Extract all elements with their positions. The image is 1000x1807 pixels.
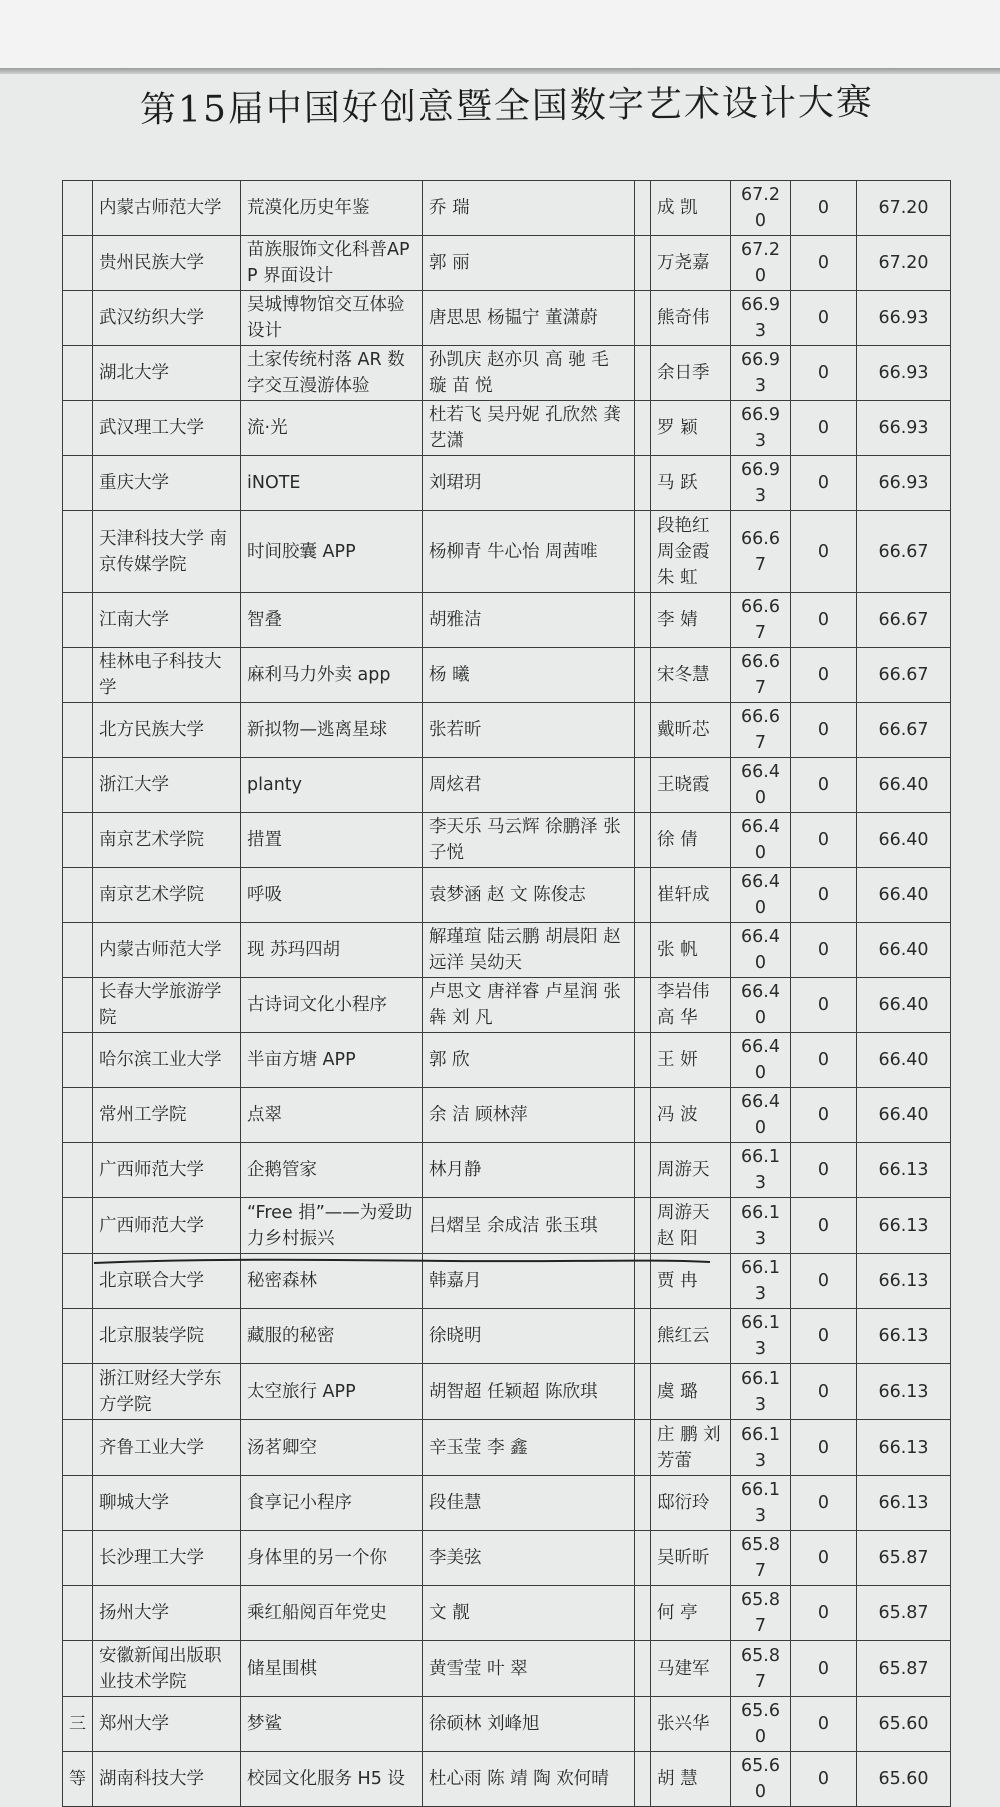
authors-cell: 孙凯庆 赵亦贝 高 驰 毛 璇 苗 悦 [423, 346, 635, 401]
work-cell: 梦鲨 [241, 1697, 423, 1752]
authors-cell: 卢思文 唐祥睿 卢星润 张 犇 刘 凡 [423, 978, 635, 1033]
score-cell: 66.93 [731, 346, 791, 401]
work-cell: 新拟物—逃离星球 [241, 703, 423, 758]
grade-cell [63, 1198, 93, 1254]
bonus-cell: 0 [791, 1254, 857, 1309]
score-cell: 66.40 [731, 868, 791, 923]
work-cell: 流·光 [241, 401, 423, 456]
bonus-cell: 0 [791, 291, 857, 346]
grade-cell [63, 758, 93, 813]
work-cell: 食享记小程序 [241, 1476, 423, 1531]
total-cell: 66.13 [857, 1198, 951, 1254]
table-row [63, 456, 951, 511]
authors-cell: 袁梦涵 赵 文 陈俊志 [423, 868, 635, 923]
gap-cell [635, 1033, 651, 1088]
authors-cell: 杨柳青 牛心怡 周茜唯 [423, 511, 635, 593]
grade-cell [63, 1033, 93, 1088]
total-cell: 66.40 [857, 813, 951, 868]
total-cell: 67.20 [857, 181, 951, 236]
grade-cell [63, 1420, 93, 1476]
grade-cell [63, 593, 93, 648]
bonus-cell: 0 [791, 758, 857, 813]
grade-cell [63, 703, 93, 758]
table-row [63, 1697, 951, 1752]
school-cell: 哈尔滨工业大学 [93, 1033, 241, 1088]
bonus-cell: 0 [791, 593, 857, 648]
bonus-cell: 0 [791, 511, 857, 593]
bonus-cell: 0 [791, 1420, 857, 1476]
score-cell: 65.87 [731, 1641, 791, 1697]
school-cell: 安徽新闻出版职业技术学院 [93, 1641, 241, 1697]
grade-cell [63, 1088, 93, 1143]
authors-cell: 余 洁 顾林萍 [423, 1088, 635, 1143]
gap-cell [635, 291, 651, 346]
gap-cell [635, 813, 651, 868]
bonus-cell: 0 [791, 1309, 857, 1364]
work-cell: 储星围棋 [241, 1641, 423, 1697]
authors-cell: 张若昕 [423, 703, 635, 758]
school-cell: 江南大学 [93, 593, 241, 648]
teacher-cell: 罗 颖 [651, 401, 731, 456]
bonus-cell: 0 [791, 181, 857, 236]
table-row [63, 291, 951, 346]
teacher-cell: 王晓霞 [651, 758, 731, 813]
score-cell: 66.40 [731, 1088, 791, 1143]
score-cell: 65.87 [731, 1531, 791, 1586]
total-cell: 66.13 [857, 1476, 951, 1531]
grade-cell [63, 1586, 93, 1641]
score-cell: 66.93 [731, 401, 791, 456]
teacher-cell: 李 婧 [651, 593, 731, 648]
bonus-cell: 0 [791, 1033, 857, 1088]
teacher-cell: 熊奇伟 [651, 291, 731, 346]
table-row [63, 1198, 951, 1254]
score-cell: 67.20 [731, 181, 791, 236]
gap-cell [635, 593, 651, 648]
grade-cell [63, 978, 93, 1033]
gap-cell [635, 1364, 651, 1420]
table-row [63, 868, 951, 923]
grade-cell [63, 1476, 93, 1531]
bonus-cell: 0 [791, 978, 857, 1033]
table-row [63, 1420, 951, 1476]
authors-cell: 刘珺玥 [423, 456, 635, 511]
table-row [63, 978, 951, 1033]
bonus-cell: 0 [791, 1641, 857, 1697]
bonus-cell: 0 [791, 1586, 857, 1641]
school-cell: 长沙理工大学 [93, 1531, 241, 1586]
school-cell: 北京联合大学 [93, 1254, 241, 1309]
work-cell: 措置 [241, 813, 423, 868]
bonus-cell: 0 [791, 401, 857, 456]
school-cell: 北京服装学院 [93, 1309, 241, 1364]
gap-cell [635, 236, 651, 291]
authors-cell: 林月静 [423, 1143, 635, 1198]
work-cell: 呼吸 [241, 868, 423, 923]
grade-cell [63, 813, 93, 868]
gap-cell [635, 1309, 651, 1364]
bonus-cell: 0 [791, 703, 857, 758]
table-row [63, 813, 951, 868]
grade-cell: 等 [63, 1752, 93, 1807]
total-cell: 65.60 [857, 1697, 951, 1752]
teacher-cell: 熊红云 [651, 1309, 731, 1364]
bonus-cell: 0 [791, 1531, 857, 1586]
score-cell: 66.93 [731, 456, 791, 511]
school-cell: 广西师范大学 [93, 1198, 241, 1254]
table-row [63, 648, 951, 703]
bonus-cell: 0 [791, 1088, 857, 1143]
work-cell: 藏服的秘密 [241, 1309, 423, 1364]
score-cell: 66.13 [731, 1143, 791, 1198]
grade-cell [63, 511, 93, 593]
grade-cell [63, 456, 93, 511]
table-row [63, 236, 951, 291]
authors-cell: 唐思思 杨韫宁 董潇蔚 [423, 291, 635, 346]
grade-cell [63, 401, 93, 456]
total-cell: 66.67 [857, 593, 951, 648]
score-cell: 66.67 [731, 593, 791, 648]
bonus-cell: 0 [791, 868, 857, 923]
teacher-cell: 成 凯 [651, 181, 731, 236]
teacher-cell: 段艳红 周金霞 朱 虹 [651, 511, 731, 593]
authors-cell: 乔 瑞 [423, 181, 635, 236]
work-cell: 点翠 [241, 1088, 423, 1143]
authors-cell: 郭 欣 [423, 1033, 635, 1088]
authors-cell: 杨 曦 [423, 648, 635, 703]
grade-cell [63, 923, 93, 978]
teacher-cell: 胡 慧 [651, 1752, 731, 1807]
authors-cell: 胡智超 任颖超 陈欣琪 [423, 1364, 635, 1420]
paper-top [0, 0, 1000, 70]
school-cell: 长春大学旅游学院 [93, 978, 241, 1033]
authors-cell: 黄雪莹 叶 翠 [423, 1641, 635, 1697]
authors-cell: 郭 丽 [423, 236, 635, 291]
teacher-cell: 虞 璐 [651, 1364, 731, 1420]
gap-cell [635, 1531, 651, 1586]
school-cell: 扬州大学 [93, 1586, 241, 1641]
paper-fold-edge [0, 68, 1000, 74]
gap-cell [635, 1586, 651, 1641]
teacher-cell: 李岩伟 高 华 [651, 978, 731, 1033]
work-cell: 现 苏玛四胡 [241, 923, 423, 978]
gap-cell [635, 1476, 651, 1531]
table-row [63, 401, 951, 456]
table-row [63, 1752, 951, 1807]
gap-cell [635, 1641, 651, 1697]
total-cell: 66.40 [857, 758, 951, 813]
score-cell: 66.13 [731, 1476, 791, 1531]
score-cell: 65.60 [731, 1697, 791, 1752]
total-cell: 66.93 [857, 401, 951, 456]
work-cell: iNOTE [241, 456, 423, 511]
school-cell: 重庆大学 [93, 456, 241, 511]
teacher-cell: 吴昕昕 [651, 1531, 731, 1586]
school-cell: 南京艺术学院 [93, 868, 241, 923]
work-cell: 荒漠化历史年鉴 [241, 181, 423, 236]
teacher-cell: 张兴华 [651, 1697, 731, 1752]
work-cell: 半亩方塘 APP [241, 1033, 423, 1088]
grade-cell [63, 1531, 93, 1586]
bonus-cell: 0 [791, 1198, 857, 1254]
work-cell: 智叠 [241, 593, 423, 648]
total-cell: 66.40 [857, 923, 951, 978]
authors-cell: 李天乐 马云辉 徐鹏泽 张子悦 [423, 813, 635, 868]
work-cell: 时间胶囊 APP [241, 511, 423, 593]
gap-cell [635, 1752, 651, 1807]
school-cell: 湖北大学 [93, 346, 241, 401]
work-cell: planty [241, 758, 423, 813]
grade-cell [63, 291, 93, 346]
work-cell: 太空旅行 APP [241, 1364, 423, 1420]
score-cell: 66.13 [731, 1420, 791, 1476]
gap-cell [635, 511, 651, 593]
grade-cell [63, 1641, 93, 1697]
grade-cell [63, 236, 93, 291]
handwritten-underline [92, 1256, 712, 1266]
bonus-cell: 0 [791, 923, 857, 978]
total-cell: 66.67 [857, 511, 951, 593]
total-cell: 66.40 [857, 868, 951, 923]
table-row [63, 1088, 951, 1143]
authors-cell: 辛玉莹 李 鑫 [423, 1420, 635, 1476]
teacher-cell: 王 妍 [651, 1033, 731, 1088]
grade-cell [63, 1364, 93, 1420]
authors-cell: 杜心雨 陈 靖 陶 欢何晴 [423, 1752, 635, 1807]
table-row [63, 593, 951, 648]
total-cell: 65.87 [857, 1531, 951, 1586]
bonus-cell: 0 [791, 648, 857, 703]
gap-cell [635, 1420, 651, 1476]
table-row [63, 758, 951, 813]
gap-cell [635, 1697, 651, 1752]
total-cell: 66.93 [857, 346, 951, 401]
score-cell: 66.67 [731, 648, 791, 703]
grade-cell [63, 1254, 93, 1309]
total-cell: 65.60 [857, 1752, 951, 1807]
grade-cell [63, 868, 93, 923]
gap-cell [635, 1198, 651, 1254]
authors-cell: 徐晓明 [423, 1309, 635, 1364]
authors-cell: 吕熠呈 余成洁 张玉琪 [423, 1198, 635, 1254]
work-cell: 身体里的另一个你 [241, 1531, 423, 1586]
table-row [63, 1531, 951, 1586]
table-row [63, 1143, 951, 1198]
teacher-cell: 邸衍玲 [651, 1476, 731, 1531]
authors-cell: 解瑾瑄 陆云鹏 胡晨阳 赵远洋 吴幼天 [423, 923, 635, 978]
total-cell: 66.13 [857, 1254, 951, 1309]
score-cell: 65.60 [731, 1752, 791, 1807]
work-cell: “Free 捐”——为爱助力乡村振兴 [241, 1198, 423, 1254]
score-cell: 65.87 [731, 1586, 791, 1641]
work-cell: 校园文化服务 H5 设 [241, 1752, 423, 1807]
work-cell: 苗族服饰文化科普APP 界面设计 [241, 236, 423, 291]
work-cell: 乘红船阅百年党史 [241, 1586, 423, 1641]
authors-cell: 李美弦 [423, 1531, 635, 1586]
score-cell: 66.13 [731, 1198, 791, 1254]
bonus-cell: 0 [791, 1697, 857, 1752]
authors-cell: 韩嘉月 [423, 1254, 635, 1309]
teacher-cell: 万尧嘉 [651, 236, 731, 291]
table-row [63, 1476, 951, 1531]
total-cell: 66.13 [857, 1420, 951, 1476]
gap-cell [635, 648, 651, 703]
teacher-cell: 周游天 [651, 1143, 731, 1198]
gap-cell [635, 181, 651, 236]
table-row [63, 1364, 951, 1420]
gap-cell [635, 456, 651, 511]
total-cell: 65.87 [857, 1641, 951, 1697]
gap-cell [635, 978, 651, 1033]
teacher-cell: 崔轩成 [651, 868, 731, 923]
bonus-cell: 0 [791, 1752, 857, 1807]
authors-cell: 徐硕林 刘峰旭 [423, 1697, 635, 1752]
work-cell: 汤茗卿空 [241, 1420, 423, 1476]
teacher-cell: 戴昕芯 [651, 703, 731, 758]
teacher-cell: 贾 冉 [651, 1254, 731, 1309]
total-cell: 66.13 [857, 1309, 951, 1364]
teacher-cell: 宋冬慧 [651, 648, 731, 703]
grade-cell [63, 346, 93, 401]
teacher-cell: 庄 鹏 刘芳蕾 [651, 1420, 731, 1476]
work-cell: 麻利马力外卖 app [241, 648, 423, 703]
school-cell: 聊城大学 [93, 1476, 241, 1531]
authors-cell: 段佳慧 [423, 1476, 635, 1531]
gap-cell [635, 923, 651, 978]
school-cell: 武汉纺织大学 [93, 291, 241, 346]
work-cell: 秘密森林 [241, 1254, 423, 1309]
gap-cell [635, 346, 651, 401]
teacher-cell: 周游天 赵 阳 [651, 1198, 731, 1254]
school-cell: 齐鲁工业大学 [93, 1420, 241, 1476]
total-cell: 65.87 [857, 1586, 951, 1641]
gap-cell [635, 868, 651, 923]
score-cell: 66.40 [731, 813, 791, 868]
work-cell: 土家传统村落 AR 数字交互漫游体验 [241, 346, 423, 401]
authors-cell: 周炫君 [423, 758, 635, 813]
school-cell: 桂林电子科技大学 [93, 648, 241, 703]
grade-cell [63, 648, 93, 703]
score-cell: 66.40 [731, 1033, 791, 1088]
table-row [63, 1586, 951, 1641]
handwritten-title: 第15届中国好创意暨全国数字艺术设计大赛 [139, 82, 875, 131]
total-cell: 66.93 [857, 291, 951, 346]
score-cell: 66.40 [731, 923, 791, 978]
school-cell: 内蒙古师范大学 [93, 923, 241, 978]
bonus-cell: 0 [791, 346, 857, 401]
school-cell: 南京艺术学院 [93, 813, 241, 868]
grade-cell [63, 1309, 93, 1364]
authors-cell: 杜若飞 吴丹妮 孔欣然 龚艺潇 [423, 401, 635, 456]
total-cell: 66.13 [857, 1143, 951, 1198]
work-cell: 企鹅管家 [241, 1143, 423, 1198]
gap-cell [635, 1143, 651, 1198]
gap-cell [635, 1088, 651, 1143]
total-cell: 66.40 [857, 1088, 951, 1143]
school-cell: 湖南科技大学 [93, 1752, 241, 1807]
teacher-cell: 余日季 [651, 346, 731, 401]
total-cell: 66.40 [857, 978, 951, 1033]
school-cell: 武汉理工大学 [93, 401, 241, 456]
school-cell: 贵州民族大学 [93, 236, 241, 291]
school-cell: 浙江大学 [93, 758, 241, 813]
grade-cell [63, 1143, 93, 1198]
grade-cell [63, 181, 93, 236]
total-cell: 66.67 [857, 703, 951, 758]
bonus-cell: 0 [791, 236, 857, 291]
table-row [63, 511, 951, 593]
teacher-cell: 马建军 [651, 1641, 731, 1697]
total-cell: 66.67 [857, 648, 951, 703]
table-row [63, 1309, 951, 1364]
school-cell: 浙江财经大学东方学院 [93, 1364, 241, 1420]
bonus-cell: 0 [791, 1476, 857, 1531]
bonus-cell: 0 [791, 813, 857, 868]
gap-cell [635, 703, 651, 758]
total-cell: 66.13 [857, 1364, 951, 1420]
school-cell: 天津科技大学 南京传媒学院 [93, 511, 241, 593]
teacher-cell: 冯 波 [651, 1088, 731, 1143]
score-cell: 66.13 [731, 1309, 791, 1364]
gap-cell [635, 401, 651, 456]
school-cell: 郑州大学 [93, 1697, 241, 1752]
school-cell: 北方民族大学 [93, 703, 241, 758]
total-cell: 67.20 [857, 236, 951, 291]
table-row [63, 703, 951, 758]
work-cell: 古诗词文化小程序 [241, 978, 423, 1033]
score-cell: 66.67 [731, 703, 791, 758]
table-row [63, 181, 951, 236]
authors-cell: 胡雅洁 [423, 593, 635, 648]
bonus-cell: 0 [791, 1143, 857, 1198]
table-row [63, 1033, 951, 1088]
total-cell: 66.40 [857, 1033, 951, 1088]
grade-cell: 三 [63, 1697, 93, 1752]
score-cell: 66.13 [731, 1364, 791, 1420]
table-row [63, 1641, 951, 1697]
table-row [63, 346, 951, 401]
score-cell: 66.93 [731, 291, 791, 346]
teacher-cell: 张 帆 [651, 923, 731, 978]
score-cell: 67.20 [731, 236, 791, 291]
score-cell: 66.13 [731, 1254, 791, 1309]
bonus-cell: 0 [791, 456, 857, 511]
school-cell: 内蒙古师范大学 [93, 181, 241, 236]
school-cell: 广西师范大学 [93, 1143, 241, 1198]
gap-cell [635, 758, 651, 813]
score-cell: 66.40 [731, 758, 791, 813]
school-cell: 常州工学院 [93, 1088, 241, 1143]
bonus-cell: 0 [791, 1364, 857, 1420]
teacher-cell: 马 跃 [651, 456, 731, 511]
table-row [63, 923, 951, 978]
teacher-cell: 何 亭 [651, 1586, 731, 1641]
total-cell: 66.93 [857, 456, 951, 511]
score-cell: 66.67 [731, 511, 791, 593]
teacher-cell: 徐 倩 [651, 813, 731, 868]
work-cell: 吴城博物馆交互体验设计 [241, 291, 423, 346]
score-cell: 66.40 [731, 978, 791, 1033]
authors-cell: 文 靓 [423, 1586, 635, 1641]
